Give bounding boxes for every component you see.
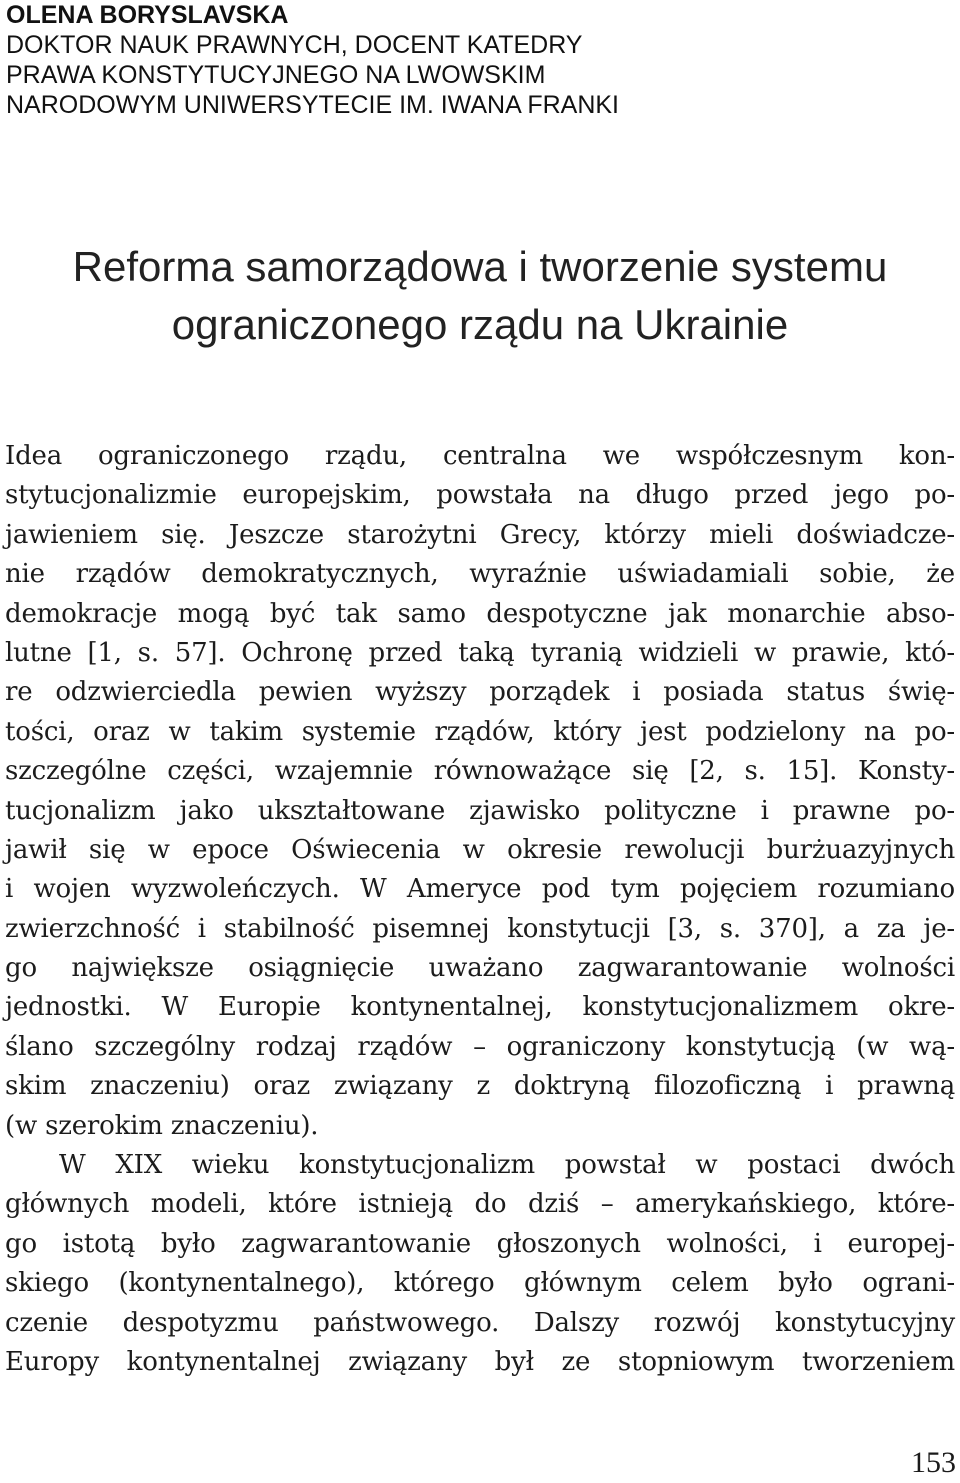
title-line: Reforma samorządowa i tworzenie systemu [72,243,888,290]
affiliation-line: PRAWA KONSTYTUCYJNEGO NA LWOWSKIM [6,61,546,89]
author-block [6,0,946,120]
body-line: zwierzchność i stabilność pisemnej konstytucji [3, s. 370], a za je- [5,913,955,944]
body-line: szczególne części, wzajemnie równoważące się [2, s. 15]. Konsty- [5,756,955,787]
body-line: ślano szczególny rodzaj rządów – ograniczony konstytucją (w wą- [5,1031,955,1062]
body-line: skim znaczeniu) oraz związany z doktryną filozoficzną i prawną [5,1071,955,1102]
body-line: tucjonalizm jako ukształtowane zjawisko polityczne i prawne po- [5,795,955,826]
body-line: głównych modeli, które istnieją do dziś – amerykańskiego, które- [5,1189,955,1220]
body-line: go istotą było zagwarantowanie głoszonych wolności, i europej- [5,1228,955,1259]
body-line: W XIX wieku konstytucjonalizm powstał w postaci dwóch [59,1150,955,1181]
body-line: go największe osiągnięcie uważano zagwarantowanie wolności [5,953,955,984]
article-body [5,437,955,1382]
body-line: Europy kontynentalnej związany był ze stopniowym tworzeniem [5,1346,955,1377]
body-line: (w szerokim znaczeniu). [5,1110,319,1141]
page-number: 153 [911,1446,956,1479]
body-line: skiego (kontynentalnego), którego głównym celem było ograni- [5,1268,955,1299]
affiliation-line: DOKTOR NAUK PRAWNYCH, DOCENT KATEDRY [6,31,583,59]
body-line: jawił się w epoce Oświecenia w okresie rewolucji burżuazyjnych [5,834,955,865]
body-line: czenie despotyzmu państwowego. Dalszy rozwój konstytucyjny [5,1307,955,1338]
body-line: Idea ograniczonego rządu, centralna we współczesnym kon- [5,441,955,471]
body-line: demokracje mogą być tak samo despotyczne jak monarchie abso- [5,598,955,629]
body-line: lutne [1, s. 57]. Ochronę przed taką tyranią widzieli w prawie, któ- [5,637,955,668]
article-title [0,238,960,354]
body-line: i wojen wyzwoleńczych. W Ameryce pod tym pojęciem rozumiano [5,874,955,905]
author-name: OLENA BORYSLAVSKA [6,1,289,29]
title-line: ograniczonego rządu na Ukrainie [171,301,789,348]
body-line: nie rządów demokratycznych, wyraźnie uświadamiali sobie, że [5,559,955,590]
body-line: re odzwierciedla pewien wyższy porządek i posiada status świę- [5,677,955,708]
body-line: stytucjonalizmie europejskim, powstała na długo przed jego po- [5,480,955,511]
body-line: jawieniem się. Jeszcze starożytni Grecy, którzy mieli doświadcze- [5,519,955,550]
affiliation-line: NARODOWYM UNIWERSYTECIE IM. IWANA FRANKI [6,91,619,119]
body-line: jednostki. W Europie kontynentalnej, konstytucjonalizmem okre- [5,992,955,1023]
body-line: tości, oraz w takim systemie rządów, który jest podzielony na po- [5,716,955,747]
